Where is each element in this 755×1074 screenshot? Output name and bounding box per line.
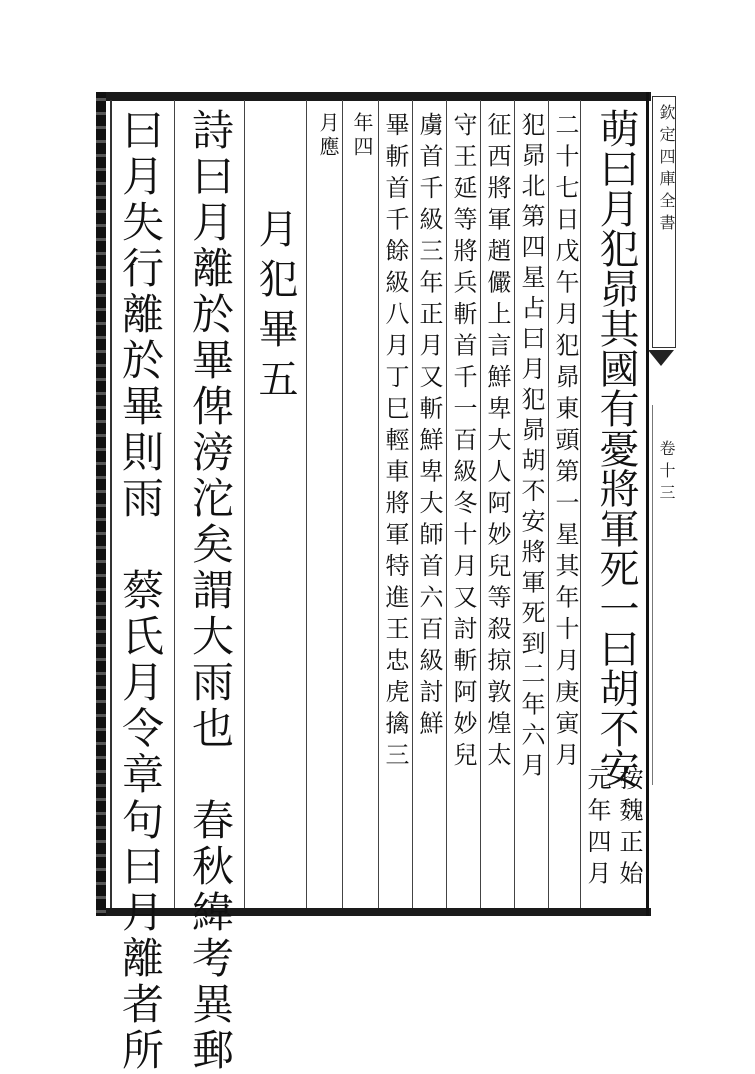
column-divider	[480, 100, 481, 908]
column-divider	[580, 100, 581, 908]
column-divider	[174, 100, 175, 908]
margin-juan-number: 卷十三	[657, 440, 676, 506]
frame-bottom-border	[96, 908, 651, 916]
frame-inner-line	[110, 100, 112, 908]
text-column: 按魏正始	[615, 766, 643, 892]
section-heading: 月犯畢五	[252, 208, 298, 408]
column-divider	[306, 100, 307, 908]
text-column: 詩曰月離於畢俾滂沱矣謂大雨也 春秋緯考異郵	[186, 108, 235, 1074]
text-column: 元年四月	[583, 766, 611, 892]
text-column: 守王延等將兵斬首千一百級冬十月又討斬阿妙兒	[449, 112, 477, 774]
column-divider	[244, 100, 245, 908]
text-column: 虜首千級三年正月又斬鮮卑大師首六百級討鮮	[415, 112, 443, 742]
text-column: 征西將軍趙儼上言鮮卑大人阿妙兒等殺掠敦煌太	[483, 112, 511, 774]
column-divider	[342, 100, 343, 908]
fishtail-mark	[648, 350, 674, 366]
margin-line	[652, 405, 653, 785]
text-column: 犯昴北第四星占曰月犯昴胡不安將軍死到二年六月	[517, 112, 545, 783]
column-divider	[378, 100, 379, 908]
text-column: 二十七日戊午月犯昴東頭第一星其年十月庚寅月	[551, 112, 579, 774]
column-divider	[548, 100, 549, 908]
frame-top-border	[96, 92, 651, 101]
text-column: 畢斬首千餘級八月丁巳輕車將軍特進王忠虎擒三	[381, 112, 409, 774]
column-divider	[514, 100, 515, 908]
note-column: 月應	[316, 112, 340, 160]
text-column: 曰月失行離於畢則雨 蔡氏月令章句曰月離者所	[116, 108, 165, 1074]
margin-book-title: 欽定四庫全書	[657, 104, 676, 236]
text-column: 萌曰月犯昴其國有憂將軍死一曰胡不安	[593, 108, 639, 788]
column-divider	[446, 100, 447, 908]
column-divider	[412, 100, 413, 908]
frame-right-border	[646, 92, 649, 916]
note-column: 年四	[350, 112, 374, 160]
frame-left-border	[96, 92, 106, 916]
